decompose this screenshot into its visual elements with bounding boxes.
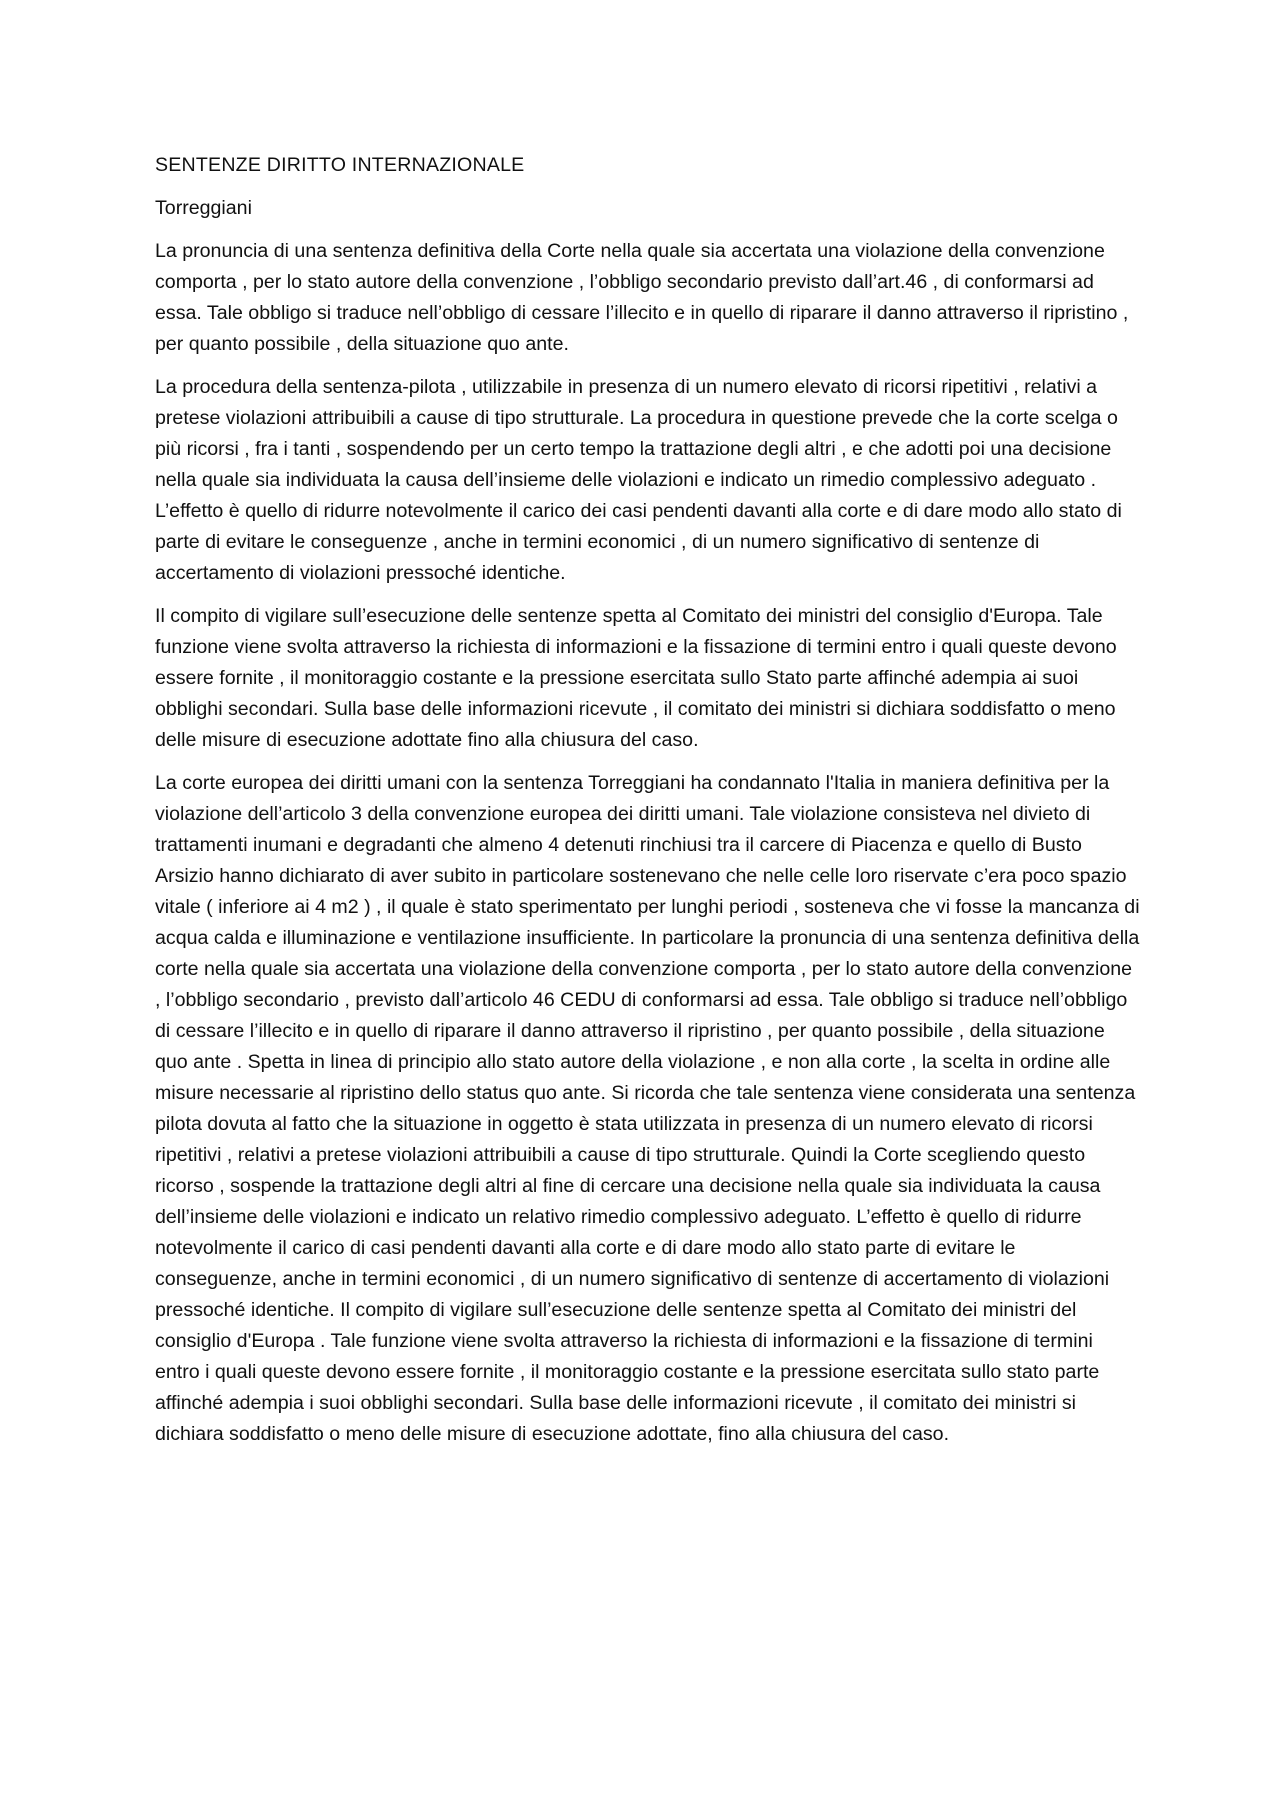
document-title: SENTENZE DIRITTO INTERNAZIONALE (155, 154, 525, 176)
paragraph-comitato-ministri: Il compito di vigilare sull’esecuzione delle sentenze spetta al Comitato dei ministri del consiglio d'Europa. Tale funzione viene svolta attraverso la richiesta di informazioni e la fissazione di termini entro i quali queste devono essere fornite , il monitoraggio costante e la pressione esercitata sullo Stato parte affinché adempia ai suoi obblighi secondari. Sulla base delle informazioni ricevute , il comitato dei ministri si dichiara soddisfatto o meno delle misure di esecuzione adottate fino alla chiusura del caso. (155, 605, 1117, 751)
paragraph-sentenza-torreggiani: La corte europea dei diritti umani con la sentenza Torreggiani ha condannato l'Italia in maniera definitiva per la violazione dell’articolo 3 della convenzione europea dei diritti umani. Tale violazione consisteva nel divieto di trattamenti inumani e degradanti che almeno 4 detenuti rinchiusi tra il carcere di Piacenza e quello di Busto Arsizio hanno dichiarato di aver subito in particolare sostenevano che nelle celle loro riservate c’era poco spazio vitale ( inferiore ai 4 m2 ) , il quale è stato sperimentato per lunghi periodi , sosteneva che vi fosse la mancanza di acqua calda e illuminazione e ventilazione insufficiente. In particolare la pronuncia di una sentenza definitiva della corte nella quale sia accertata una violazione della convenzione comporta , per lo stato autore della convenzione , l’obbligo secondario , previsto dall’articolo 46 CEDU di conformarsi ad essa. Tale obbligo si traduce nell’obbligo di cessare l’illecito e in quello di riparare il danno attraverso il ripristino , per quanto possibile , della situazione quo ante . Spetta in linea di principio allo stato autore della violazione , e non alla corte , la scelta in ordine alle misure necessarie al ripristino dello status quo ante. Si ricorda che tale sentenza viene considerata una sentenza pilota dovuta al fatto che la situazione in oggetto è stata utilizzata in presenza di un numero elevato di ricorsi ripetitivi , relativi a pretese violazioni attribuibili a cause di tipo strutturale. Quindi la Corte scegliendo questo ricorso , sospende la trattazione degli altri al fine di cercare una decisione nella quale sia individuata la causa dell’insieme delle violazioni e indicato un relativo rimedio complessivo adeguato. L’effetto è quello di ridurre notevolmente il carico di casi pendenti davanti alla corte e di dare modo allo stato parte di evitare le conseguenze, anche in termini economici , di un numero significativo di sentenze di accertamento di violazioni pressoché identiche. Il compito di vigilare sull’esecuzione delle sentenze spetta al Comitato dei ministri del consiglio d'Europa . Tale funzione viene svolta attraverso la richiesta di informazioni e la fissazione di termini entro i quali queste devono essere fornite , il monitoraggio costante e la pressione esercitata sullo stato parte affinché adempia i suoi obblighi secondari. Sulla base delle informazioni ricevute , il comitato dei ministri si dichiara soddisfatto o meno delle misure di esecuzione adottate, fino alla chiusura del caso. (155, 772, 1140, 1445)
document-subtitle: Torreggiani (155, 197, 252, 219)
document-page (155, 150, 1140, 1462)
paragraph-obbligo-conformarsi: La pronuncia di una sentenza definitiva della Corte nella quale sia accertata una violazione della convenzione comporta , per lo stato autore della convenzione , l’obbligo secondario previsto dall’art.46 , di conformarsi ad essa. Tale obbligo si traduce nell’obbligo di cessare l’illecito e in quello di riparare il danno attraverso il ripristino , per quanto possibile , della situazione quo ante. (155, 240, 1129, 355)
paragraph-sentenza-pilota: La procedura della sentenza-pilota , utilizzabile in presenza di un numero elevato di ricorsi ripetitivi , relativi a pretese violazioni attribuibili a cause di tipo strutturale. La procedura in questione prevede che la corte scelga o più ricorsi , fra i tanti , sospendendo per un certo tempo la trattazione degli altri , e che adotti poi una decisione nella quale sia individuata la causa dell’insieme delle violazioni e indicato un rimedio complessivo adeguato . L’effetto è quello di ridurre notevolmente il carico dei casi pendenti davanti alla corte e di dare modo allo stato di parte di evitare le conseguenze , anche in termini economici , di un numero significativo di sentenze di accertamento di violazioni pressoché identiche. (155, 376, 1122, 584)
